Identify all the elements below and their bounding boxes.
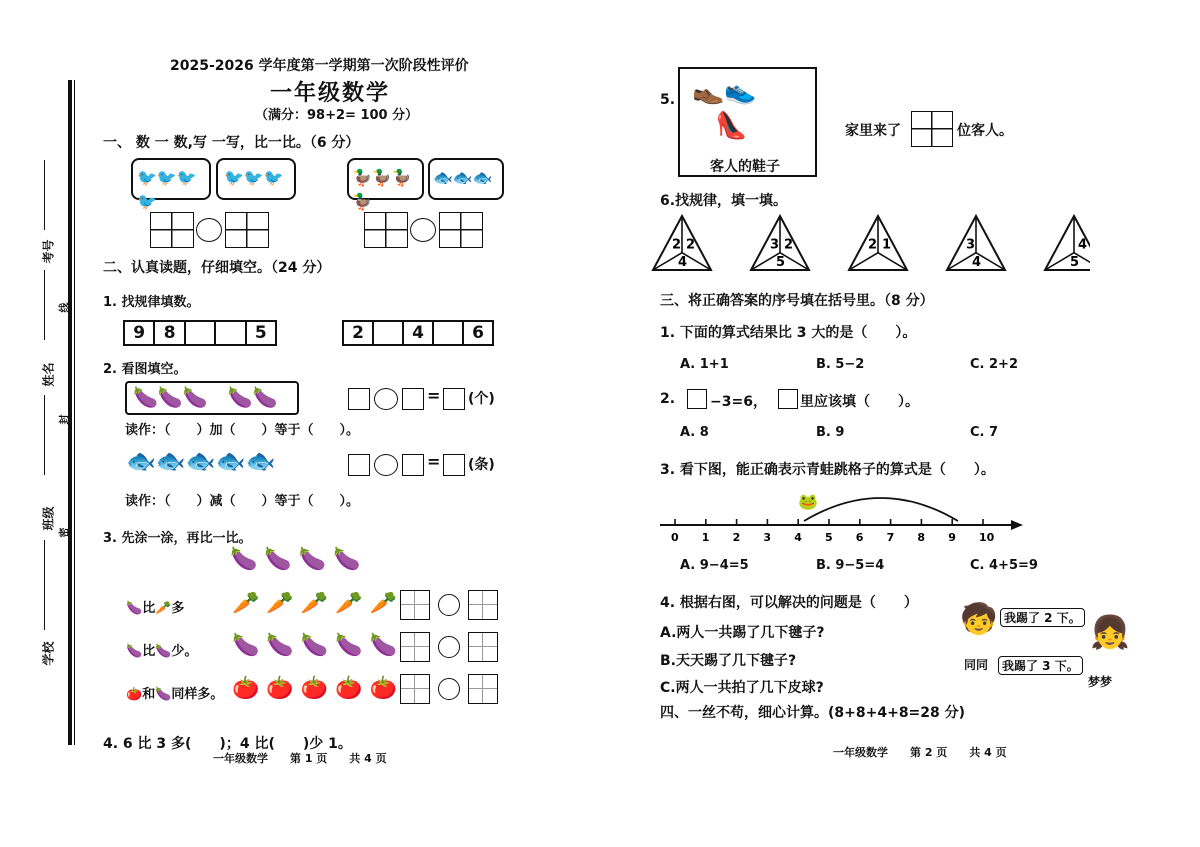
question-3-1: 1. 下面的算式结果比 3 大的是（ ）。	[660, 325, 917, 341]
compare-circle[interactable]	[410, 218, 436, 242]
shoes-icon: 👞👟	[692, 76, 757, 106]
question-2-3: 3. 先涂一涂，再比一比。	[103, 531, 252, 546]
option-b[interactable]: B.天天踢了几下毽子?	[660, 653, 797, 669]
tick-label: 4	[794, 531, 802, 544]
picture-group-ducks: 🦆🦆🦆🦆	[347, 158, 424, 200]
tick-label: 5	[825, 531, 833, 544]
compare-word: 多	[171, 601, 185, 616]
number-sequence-a[interactable]	[123, 320, 277, 346]
eggplant-icon: 🍆	[126, 601, 143, 616]
answer-box[interactable]	[402, 388, 424, 410]
option-a[interactable]: A. 9−4=5	[680, 558, 749, 573]
option-a[interactable]: A. 8	[680, 425, 709, 440]
operator-circle[interactable]	[374, 388, 398, 410]
carrot-icon: 🥕	[155, 601, 172, 616]
tomato-icon: 🍅	[126, 687, 143, 702]
tick-label: 6	[855, 531, 864, 544]
answer-box[interactable]	[778, 389, 798, 409]
speech-bubble: 我踢了 3 下。	[998, 656, 1083, 675]
seq-cell: 4	[404, 322, 434, 344]
seq-cell[interactable]	[216, 322, 246, 344]
binding-line-thin	[74, 80, 75, 745]
answer-box[interactable]	[468, 674, 498, 704]
binding-line-thick	[68, 80, 72, 745]
child-name: 梦梦	[1088, 675, 1113, 689]
triangle[interactable]	[1045, 216, 1090, 270]
label-class: 班级	[41, 506, 56, 531]
answer-box[interactable]	[439, 212, 483, 248]
seal-mark: 密	[59, 527, 71, 538]
tick-label: 10	[979, 531, 995, 544]
triangle-number: 4	[1078, 237, 1088, 253]
compare-word: 和	[142, 687, 156, 702]
eggplant-icon: 🍆	[155, 644, 172, 659]
compare-circle[interactable]	[438, 594, 460, 616]
compare-word: 比	[142, 644, 156, 659]
seq-cell[interactable]	[186, 322, 216, 344]
eggplant-icon: 🍆	[155, 687, 172, 702]
triangle-number: 2	[868, 237, 878, 253]
answer-box[interactable]	[150, 212, 194, 248]
triangle[interactable]	[849, 216, 907, 270]
blank-line	[44, 395, 45, 475]
tick-label: 8	[917, 531, 926, 544]
boy-figure: 🧒	[960, 602, 998, 637]
question-3-2-number: 2.	[660, 391, 676, 407]
triangle[interactable]	[653, 216, 711, 270]
seq-cell[interactable]	[434, 322, 464, 344]
question-2-5-number: 5.	[660, 92, 676, 108]
compare-word: 同样多。	[171, 687, 224, 702]
question-2-2: 2. 看图填空。	[103, 362, 187, 377]
picture-row-eggplants: 🍆 🍆 🍆 🍆 🍆	[232, 633, 397, 658]
answer-box[interactable]	[400, 590, 430, 620]
compare-word: 少。	[171, 644, 198, 659]
number-line	[655, 485, 1035, 545]
question-2-4: 4. 6 比 3 多( )；4 比( )少 1。	[103, 736, 352, 752]
seq-cell: 5	[254, 323, 267, 343]
triangle-pattern	[645, 212, 1090, 274]
answer-box[interactable]	[225, 212, 269, 248]
answer-box[interactable]	[400, 632, 430, 662]
section-2-title: 二、认真读题，仔细填空。（24 分）	[103, 260, 331, 276]
picture-group-fish: 🐟🐟🐟	[428, 158, 504, 200]
question-3-3: 3. 看下图，能正确表示青蛙跳格子的算式是（ ）。	[660, 462, 995, 478]
answer-box[interactable]	[364, 212, 408, 248]
question-3-2-end: 里应该填（ ）。	[800, 394, 919, 410]
equals-sign: =	[427, 386, 441, 405]
seal-mark: 封	[59, 414, 71, 425]
page-footer: 一年级数学 第 2 页 共 4 页	[833, 746, 1007, 759]
read-as-line-2: 读作：（ ）减（ ）等于（ ）。	[125, 494, 360, 509]
blank-line	[44, 160, 45, 230]
question-2-1: 1. 找规律填数。	[103, 295, 200, 310]
answer-box[interactable]	[911, 111, 953, 147]
speech-bubble: 我踢了 2 下。	[1000, 608, 1085, 627]
option-c[interactable]: C.两人一共拍了几下皮球?	[660, 680, 824, 696]
question-3-2-mid: −3=6，	[710, 394, 767, 410]
answer-box[interactable]	[468, 632, 498, 662]
unit-label: (条)	[468, 457, 495, 473]
triangle-number: 2	[672, 237, 682, 253]
question-3-4: 4. 根据右图，可以解决的问题是（ ）	[660, 595, 918, 611]
eggplant-icon: 🍆	[126, 644, 143, 659]
frog-icon: 🐸	[798, 492, 818, 511]
answer-box[interactable]	[400, 674, 430, 704]
option-b[interactable]: B. 9−5=4	[816, 558, 885, 573]
page-footer: 一年级数学 第 1 页 共 4 页	[213, 752, 387, 765]
option-c[interactable]: C. 2+2	[970, 357, 1018, 372]
operator-circle[interactable]	[374, 454, 398, 476]
picture-row-carrots: 🥕 🥕 🥕 🥕 🥕	[232, 591, 397, 616]
row-3-label	[126, 683, 223, 702]
picture-caption: 客人的鞋子	[710, 159, 780, 175]
picture-group-birds: 🐦🐦🐦🐦	[131, 158, 211, 200]
shoes-picture	[678, 67, 817, 177]
blank-line	[44, 540, 45, 630]
picture-group-eggplants: 🍆🍆🍆 🍆🍆	[125, 381, 299, 415]
seq-cell: 9	[125, 322, 155, 344]
seq-cell: 2	[344, 322, 374, 344]
section-4-title: 四、一丝不苟，细心计算。(8+8+4+8=28 分)	[660, 705, 966, 721]
row-1-label	[126, 597, 184, 616]
picture-group-fish: 🐟🐟🐟🐟🐟	[126, 447, 276, 475]
girl-figure: 👧	[1090, 613, 1130, 651]
tick-label: 9	[948, 531, 956, 544]
guest-text: 家里来了	[845, 123, 901, 139]
answer-box[interactable]	[348, 388, 370, 410]
jump-arc	[804, 498, 958, 521]
triangle-number: 5	[1070, 255, 1080, 270]
option-b[interactable]: B. 5−2	[816, 357, 865, 372]
picture-row-tomatoes: 🍅 🍅 🍅 🍅 🍅	[232, 676, 397, 701]
triangle-number: 3	[966, 237, 976, 253]
tick-label: 0	[671, 531, 679, 544]
option-b[interactable]: B. 9	[816, 425, 845, 440]
unit-label: (个)	[468, 391, 495, 407]
seal-mark: 线	[59, 302, 71, 313]
triangle-number: 2	[784, 237, 794, 253]
triangle[interactable]	[947, 216, 1005, 270]
child-name: 同同	[964, 658, 989, 672]
triangle-number: 1	[882, 237, 892, 253]
option-a[interactable]: A. 1+1	[680, 357, 729, 372]
seq-cell: 6	[472, 323, 484, 343]
number-line-arrow	[1011, 520, 1023, 530]
tick-label: 3	[763, 531, 772, 544]
question-2-6: 6.找规律，填一填。	[660, 193, 788, 209]
shoes-icon: 👠	[715, 111, 748, 141]
picture-row-eggplants: 🍆 🍆 🍆 🍆	[230, 547, 361, 572]
row-2-label	[126, 640, 197, 659]
answer-box[interactable]	[402, 454, 424, 476]
full-score: （满分：98+2= 100 分）	[255, 108, 419, 123]
read-as-line-1: 读作：（ ）加（ ）等于（ ）。	[125, 423, 360, 438]
picture-group-birds: 🐦🐦🐦	[216, 158, 296, 200]
compare-circle[interactable]	[438, 678, 460, 700]
seq-cell[interactable]	[374, 322, 404, 344]
label-school: 学校	[41, 641, 56, 666]
tick-label: 1	[701, 531, 710, 544]
triangle-number: 4	[972, 255, 982, 270]
blank-line	[44, 270, 45, 340]
tick-label: 7	[886, 531, 895, 544]
answer-box[interactable]	[443, 454, 465, 476]
tick-label: 2	[732, 531, 741, 544]
triangle-number: 3	[770, 237, 780, 253]
option-a[interactable]: A.两人一共踢了几下毽子?	[660, 625, 825, 641]
compare-word: 比	[142, 601, 156, 616]
option-c[interactable]: C. 7	[970, 425, 999, 440]
seq-cell: 8	[155, 322, 185, 344]
term-title: 2025-2026 学年度第一学期第一次阶段性评价	[170, 58, 469, 74]
label-name: 姓名	[41, 362, 56, 387]
label-exam-no: 考号	[41, 239, 56, 264]
compare-circle[interactable]	[438, 636, 460, 658]
triangle-number: 4	[678, 255, 688, 270]
triangle-number: 2	[686, 237, 696, 253]
answer-box[interactable]	[443, 388, 465, 410]
answer-box[interactable]	[687, 389, 707, 409]
number-sequence-b[interactable]	[342, 320, 494, 346]
triangle[interactable]	[751, 216, 809, 270]
section-1-title: 一、 数 一 数,写 一写，比一比。（6 分）	[103, 135, 360, 151]
section-3-title: 三、将正确答案的序号填在括号里。（8 分）	[660, 293, 934, 309]
answer-box[interactable]	[348, 454, 370, 476]
answer-box[interactable]	[468, 590, 498, 620]
compare-circle[interactable]	[196, 218, 222, 242]
triangle-number: 5	[776, 255, 786, 270]
equals-sign: =	[427, 452, 441, 471]
page-title: 一年级数学	[270, 81, 391, 106]
option-c[interactable]: C. 4+5=9	[970, 558, 1038, 573]
guest-text-end: 位客人。	[957, 123, 1013, 139]
